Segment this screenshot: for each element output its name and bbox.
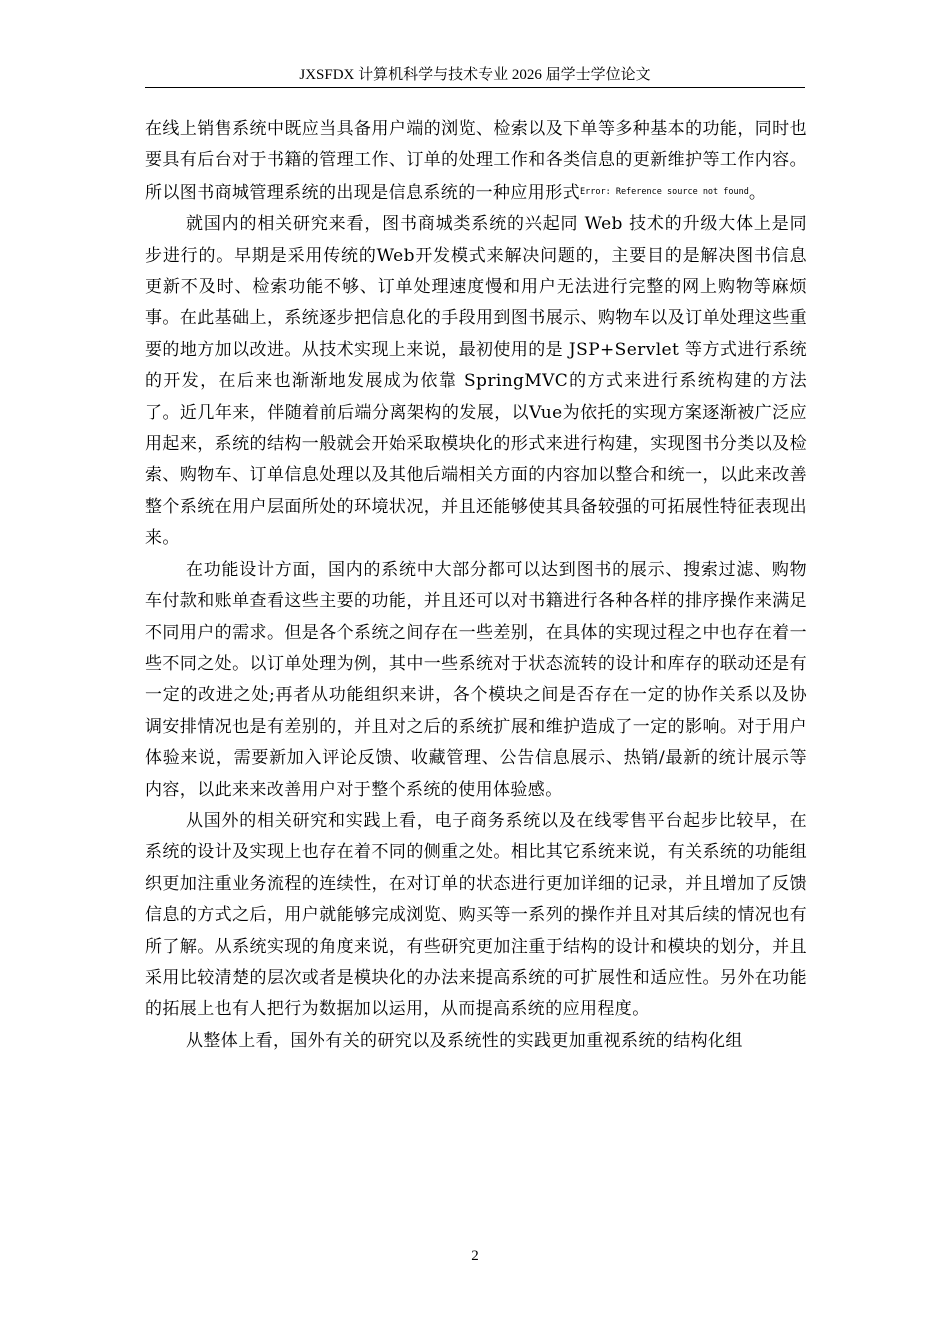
paragraph-1 xyxy=(145,114,807,209)
reference-error-note: Error: Reference source not found xyxy=(580,186,749,197)
paragraph-1-end: 。 xyxy=(748,182,767,203)
paragraph-3: 在功能设计方面，国内的系统中大部分都可以达到图书的展示、搜索过滤、购物车付款和账单查看这些主要的功能，并且还可以对书籍进行各种各样的排序操作来满足不同用户的需求。但是各个系统之间存在一些差别，在具体的实现过程之中也存在着一些不同之处。以订单处理为例，其中一些系统对于状态流转的设计和库存的联动还是有一定的改进之处;再者从功能组织来讲，各个模块之间是否存在一定的协作关系以及协调安排情况也是有差别的，并且对之后的系统扩展和维护造成了一定的影响。对于用户体验来说，需要新加入评论反馈、收藏管理、公告信息展示、热销/最新的统计展示等内容，以此来来改善用户对于整个系统的使用体验感。 xyxy=(145,559,807,800)
paragraph-5: 从整体上看，国外有关的研究以及系统性的实践更加重视系统的结构化组 xyxy=(186,1030,743,1051)
header-rule xyxy=(145,87,805,88)
body-text xyxy=(145,114,807,1057)
paragraph-1-text: 在线上销售系统中既应当具备用户端的浏览、检索以及下单等多种基本的功能，同时也要具有后台对于书籍的管理工作、订单的处理工作和各类信息的更新维护等工作内容。所以图书商城管理系统的出现是信息系统的一种应用形式 xyxy=(145,119,807,203)
page-number: 2 xyxy=(471,1248,479,1264)
paragraph-2: 就国内的相关研究来看，图书商城类系统的兴起同 Web 技术的升级大体上是同步进行的。早期是采用传统的Web开发模式来解决问题的，主要目的是解决图书信息更新不及时、检索功能不够、订单处理速度慢和用户无法进行完整的网上购物等麻烦事。在此基础上，系统逐步把信息化的手段用到图书展示、购物车以及订单处理这些重要的地方加以改进。从技术实现上来说，最初使用的是 JSP+Servlet 等方式进行系统的开发，在后来也渐渐地发展成为依靠 SpringMVC的方式来进行系统构建的方法了。近几年来，伴随着前后端分离架构的发展，以Vue为依托的实现方案逐渐被广泛应用起来，系统的结构一般就会开始采取模块化的形式来进行构建，实现图书分类以及检索、购物车、订单信息处理以及其他后端相关方面的内容加以整合和统一，以此来改善整个系统在用户层面所处的环境状况，并且还能够使其具备较强的可拓展性特征表现出来。 xyxy=(145,214,807,549)
running-header: JXSFDX 计算机科学与技术专业 2026 届学士学位论文 xyxy=(299,67,651,83)
paragraph-4: 从国外的相关研究和实践上看，电子商务系统以及在线零售平台起步比较早，在系统的设计及实现上也存在着不同的侧重之处。相比其它系统来说，有关系统的功能组织更加注重业务流程的连续性，在对订单的状态进行更加详细的记录，并且增加了反馈信息的方式之后，用户就能够完成浏览、购买等一系列的操作并且对其后续的情况也有所了解。从系统实现的角度来说，有些研究更加注重于结构的设计和模块的划分，并且采用比较清楚的层次或者是模块化的办法来提高系统的可扩展性和适应性。另外在功能的拓展上也有人把行为数据加以运用，从而提高系统的应用程度。 xyxy=(145,810,807,1020)
